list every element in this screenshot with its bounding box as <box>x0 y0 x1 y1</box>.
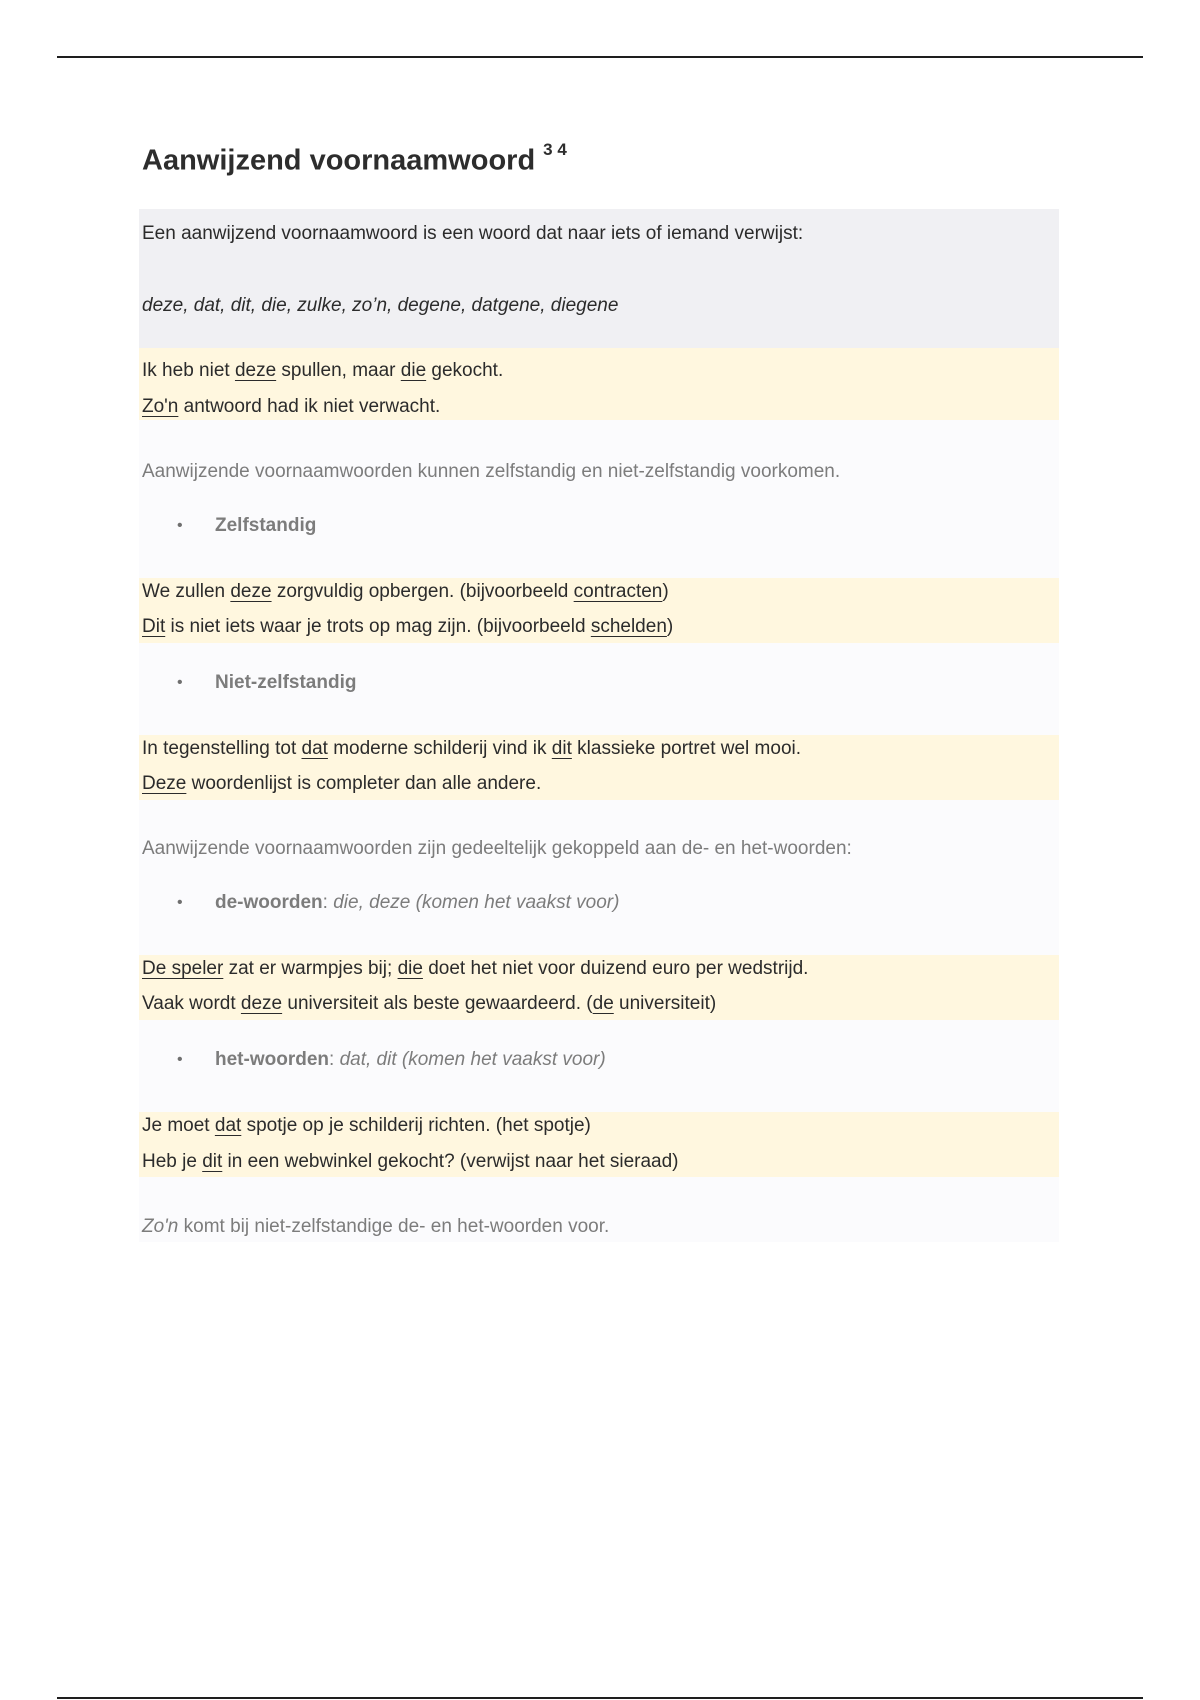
highlighted-word: Deze <box>142 773 187 794</box>
info-panel-3 <box>139 800 1059 955</box>
gedeeltelijk-paragraph: Aanwijzende voornaamwoorden zijn gedeeltelijk gekoppeld aan de- en het-woorden: <box>142 838 852 859</box>
bullet-marker: • <box>177 1051 183 1068</box>
example-1-sentence-1: Ik heb niet deze spullen, maar die gekocht. <box>142 360 504 381</box>
title-footnote-refs: 3 4 <box>543 140 567 159</box>
bullet-het-woorden: het-woorden: dat, dit (komen het vaakst voor) <box>215 1049 606 1070</box>
example-2-sentence-1: We zullen deze zorgvuldig opbergen. (bijvoorbeeld contracten) <box>142 581 669 602</box>
highlighted-word: dit <box>551 738 572 759</box>
highlighted-word: deze <box>230 581 272 602</box>
highlighted-word: deze <box>234 360 277 381</box>
bullet-zelfstandig: Zelfstandig <box>215 515 317 536</box>
header-rule <box>57 56 1143 58</box>
highlighted-word: dat <box>214 1115 242 1136</box>
bullet-marker: • <box>177 517 183 534</box>
intro-paragraph: Aanwijzende voornaamwoorden kunnen zelfstandig en niet-zelfstandig voorkomen. <box>142 461 841 482</box>
definition-word-list: deze, dat, dit, die, zulke, zo’n, degene, datgene, diegene <box>142 295 619 316</box>
highlighted-word: die <box>397 958 423 979</box>
highlighted-word: Zo'n <box>142 396 179 417</box>
example-3-sentence-2: Deze woordenlijst is completer dan alle andere. <box>142 773 542 794</box>
example-2-sentence-2: Dit is niet iets waar je trots op mag zijn. (bijvoorbeeld schelden) <box>142 616 674 637</box>
example-4-sentence-2: Vaak wordt deze universiteit als beste gewaardeerd. (de universiteit) <box>142 993 717 1014</box>
highlighted-word: die <box>400 360 427 381</box>
example-4-sentence-1: De speler zat er warmpjes bij; die doet het niet voor duizend euro per wedstrijd. <box>142 958 809 979</box>
footer-rule <box>57 1697 1143 1699</box>
info-panel-1 <box>139 420 1059 578</box>
bullet-de-woorden: de-woorden: die, deze (komen het vaakst voor) <box>215 892 620 913</box>
example-5-sentence-2: Heb je dit in een webwinkel gekocht? (verwijst naar het sieraad) <box>142 1151 679 1172</box>
highlighted-word: De speler <box>142 958 224 979</box>
highlighted-word: dit <box>202 1151 223 1172</box>
highlighted-word: contracten <box>573 581 663 602</box>
title-text: Aanwijzend voornaamwoord <box>142 144 536 177</box>
highlighted-word: schelden <box>590 616 667 637</box>
page-title <box>142 140 567 178</box>
highlighted-word: deze <box>240 993 283 1014</box>
highlighted-word: de <box>592 993 614 1014</box>
bullet-marker: • <box>177 674 183 691</box>
final-paragraph: Zo'n komt bij niet-zelfstandige de- en het-woorden voor. <box>142 1216 610 1237</box>
example-3-sentence-1: In tegenstelling tot dat moderne schilderij vind ik dit klassieke portret wel mooi. <box>142 738 802 759</box>
highlighted-word: Dit <box>142 616 166 637</box>
definition-text: Een aanwijzend voornaamwoord is een woord dat naar iets of iemand verwijst: <box>142 223 804 244</box>
highlighted-word: dat <box>301 738 328 759</box>
bullet-niet-zelfstandig: Niet-zelfstandig <box>215 672 357 693</box>
bullet-marker: • <box>177 894 183 911</box>
example-5-sentence-1: Je moet dat spotje op je schilderij richten. (het spotje) <box>142 1115 591 1136</box>
example-1-sentence-2: Zo'n antwoord had ik niet verwacht. <box>142 396 441 417</box>
